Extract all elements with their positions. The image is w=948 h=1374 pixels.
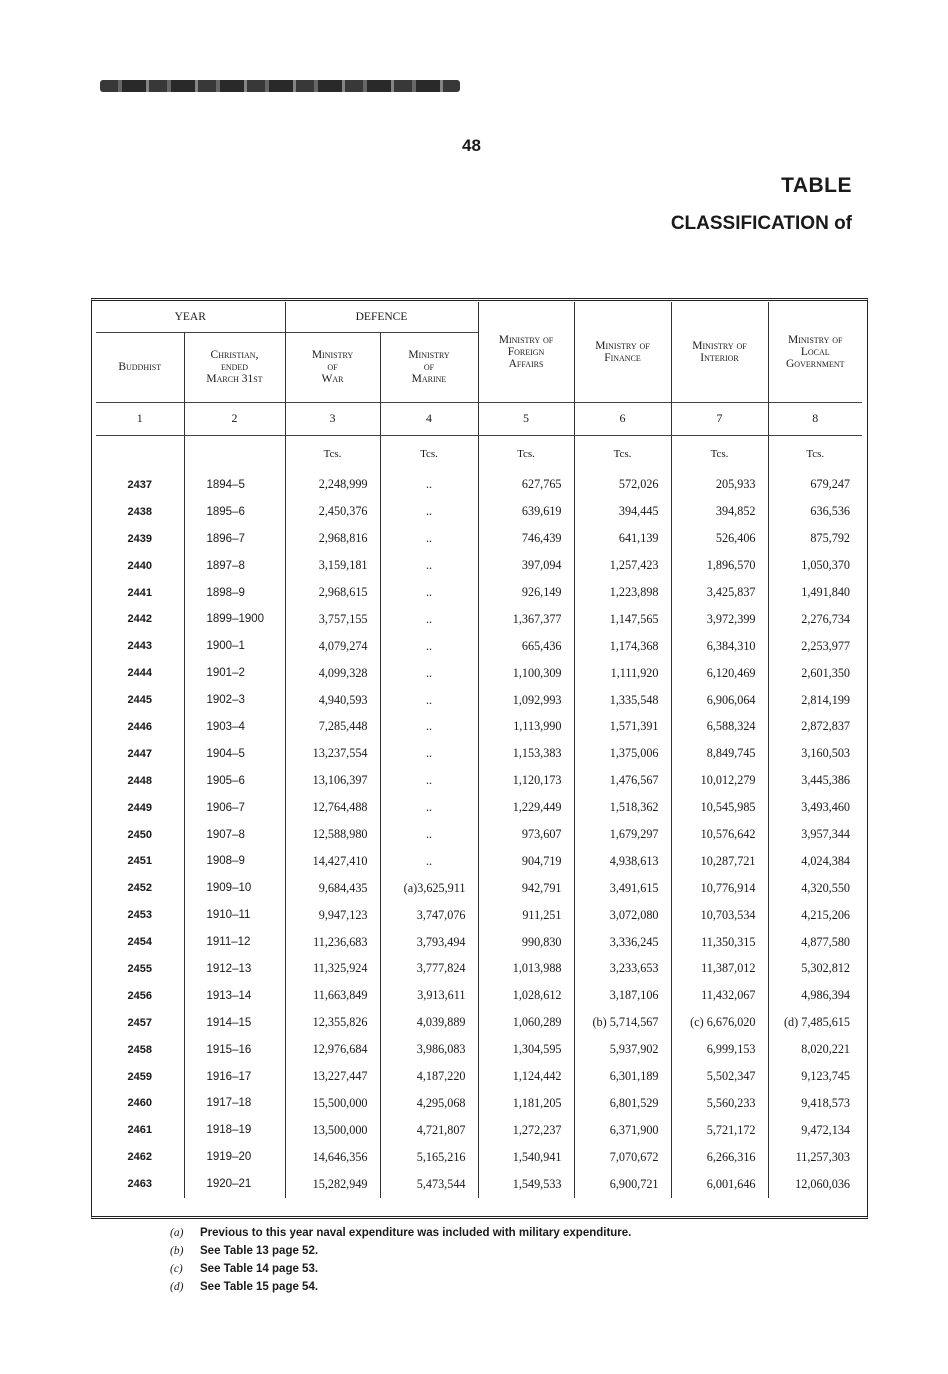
buddhist-year-cell: 2440 [96, 552, 184, 579]
buddhist-year-cell: 2446 [96, 714, 184, 741]
table-row [96, 982, 862, 1009]
table-row [96, 579, 862, 606]
local-government-cell: 4,215,206 [801, 907, 850, 922]
war-cell: 9,684,435 [285, 875, 380, 902]
local-government-cell: 679,247 [810, 477, 850, 492]
defence-group-header: DEFENCE [285, 302, 478, 332]
war-cell: 12,764,488 [285, 794, 380, 821]
war-cell: 11,236,683 [285, 929, 380, 956]
interior-cell: 10,012,279 [671, 767, 768, 794]
finance-cell: 1,679,297 [574, 821, 671, 848]
war-cell: 4,079,274 [285, 633, 380, 660]
local-government-cell: 8,020,221 [801, 1042, 850, 1057]
footnote [170, 1242, 631, 1260]
table-row [96, 794, 862, 821]
marine-cell: 3,793,494 [380, 929, 478, 956]
christian-year-cell: 1901–2 [184, 660, 285, 687]
christian-year-cell: 1906–7 [184, 794, 285, 821]
table-row [96, 498, 862, 525]
table-row [96, 1063, 862, 1090]
christian-year-cell: 1915–16 [184, 1036, 285, 1063]
war-cell: 2,968,615 [285, 579, 380, 606]
finance-cell: 3,336,245 [574, 929, 671, 956]
interior-cell: 10,545,985 [671, 794, 768, 821]
interior-cell: 3,425,837 [671, 579, 768, 606]
marine-cell: .. [380, 794, 478, 821]
buddhist-year-cell: 2455 [96, 956, 184, 983]
marine-cell: .. [380, 525, 478, 552]
buddhist-year-cell: 2454 [96, 929, 184, 956]
foreign-affairs-cell: 973,607 [478, 821, 574, 848]
footnote-flag: (b) [170, 1245, 184, 1257]
unit-label: Tcs. [671, 435, 768, 472]
marine-cell: 5,165,216 [380, 1144, 478, 1171]
local-government-cell: 9,418,573 [801, 1095, 850, 1110]
buddhist-year-cell: 2459 [96, 1063, 184, 1090]
marine-cell: .. [380, 472, 478, 499]
footnote-text: See Table 14 page 53. [200, 1263, 319, 1275]
footnote [170, 1224, 631, 1242]
finance-cell: 1,571,391 [574, 714, 671, 741]
marine-cell: .. [380, 498, 478, 525]
christian-year-cell: 1919–20 [184, 1144, 285, 1171]
marine-cell: .. [380, 552, 478, 579]
finance-cell: (b) 5,714,567 [574, 1009, 671, 1036]
buddhist-year-cell: 2453 [96, 902, 184, 929]
table-row [96, 525, 862, 552]
table-row [96, 902, 862, 929]
marine-cell: .. [380, 633, 478, 660]
war-cell: 12,588,980 [285, 821, 380, 848]
finance-cell: 1,174,368 [574, 633, 671, 660]
foreign-affairs-cell: 1,100,309 [478, 660, 574, 687]
local-government-cell: 636,536 [810, 504, 850, 519]
buddhist-year-cell: 2458 [96, 1036, 184, 1063]
war-cell: 15,282,949 [285, 1171, 380, 1198]
unit-label: Tcs. [574, 435, 671, 472]
war-cell: 13,227,447 [285, 1063, 380, 1090]
christian-year-cell: 1902–3 [184, 687, 285, 714]
war-cell: 2,968,816 [285, 525, 380, 552]
buddhist-year-cell: 2448 [96, 767, 184, 794]
local-government-cell: 3,957,344 [801, 827, 850, 842]
table-row [96, 552, 862, 579]
christian-year-cell: 1916–17 [184, 1063, 285, 1090]
marine-header: Ministry of Marine [380, 332, 478, 402]
finance-cell: 1,375,006 [574, 740, 671, 767]
marine-cell: .. [380, 660, 478, 687]
foreign-affairs-cell: 1,028,612 [478, 982, 574, 1009]
foreign-affairs-cell: 1,153,383 [478, 740, 574, 767]
buddhist-year-cell: 2460 [96, 1090, 184, 1117]
table-row [96, 1117, 862, 1144]
interior-header: Ministry of Interior [671, 302, 768, 402]
christian-year-cell: 1920–21 [184, 1171, 285, 1198]
buddhist-year-cell: 2452 [96, 875, 184, 902]
christian-year-cell: 1907–8 [184, 821, 285, 848]
buddhist-year-cell: 2451 [96, 848, 184, 875]
local-government-cell: 3,160,503 [801, 746, 850, 761]
foreign-affairs-cell: 1,272,237 [478, 1117, 574, 1144]
marine-cell: .. [380, 687, 478, 714]
finance-cell: 6,301,189 [574, 1063, 671, 1090]
buddhist-year-cell: 2449 [96, 794, 184, 821]
marine-cell: (a)3,625,911 [380, 875, 478, 902]
war-cell: 2,450,376 [285, 498, 380, 525]
classification-heading: CLASSIFICATION of [670, 213, 852, 234]
interior-cell: 10,287,721 [671, 848, 768, 875]
marine-cell: .. [380, 714, 478, 741]
footnote-flag: (a) [170, 1227, 184, 1239]
buddhist-year-cell: 2457 [96, 1009, 184, 1036]
foreign-affairs-cell: 1,304,595 [478, 1036, 574, 1063]
marine-cell: 3,747,076 [380, 902, 478, 929]
war-cell: 9,947,123 [285, 902, 380, 929]
footnote-text: See Table 13 page 52. [200, 1245, 319, 1257]
war-header: Ministry of War [285, 332, 380, 402]
buddhist-year-cell: 2444 [96, 660, 184, 687]
christian-year-cell: 1912–13 [184, 956, 285, 983]
foreign-affairs-cell: 665,436 [478, 633, 574, 660]
foreign-affairs-cell: 1,060,289 [478, 1009, 574, 1036]
table-row [96, 472, 862, 499]
interior-cell: 10,776,914 [671, 875, 768, 902]
finance-cell: 1,111,920 [574, 660, 671, 687]
marine-cell: 4,187,220 [380, 1063, 478, 1090]
local-government-cell: 2,253,977 [801, 638, 850, 653]
marine-cell: 3,777,824 [380, 956, 478, 983]
war-cell: 3,757,155 [285, 606, 380, 633]
footnote-text: Previous to this year naval expenditure was included with military expenditure. [200, 1227, 632, 1239]
christian-year-cell: 1895–6 [184, 498, 285, 525]
war-cell: 4,940,593 [285, 687, 380, 714]
christian-year-cell: 1894–5 [184, 472, 285, 499]
table-row [96, 687, 862, 714]
expenditure-table [96, 302, 862, 1198]
marine-cell: .. [380, 606, 478, 633]
table-row [96, 1009, 862, 1036]
marine-cell: .. [380, 767, 478, 794]
foreign-affairs-cell: 1,229,449 [478, 794, 574, 821]
finance-header: Ministry of Finance [574, 302, 671, 402]
interior-cell: 5,721,172 [671, 1117, 768, 1144]
finance-cell: 4,938,613 [574, 848, 671, 875]
local-government-cell: 1,491,840 [801, 585, 850, 599]
finance-cell: 7,070,672 [574, 1144, 671, 1171]
local-government-cell: 2,814,199 [801, 692, 850, 707]
buddhist-year-header: Buddhist [96, 332, 184, 402]
foreign-affairs-header: Ministry of Foreign Affairs [478, 302, 574, 402]
table-row [96, 848, 862, 875]
marine-cell: 3,913,611 [380, 982, 478, 1009]
table-row [96, 1144, 862, 1171]
local-government-cell: 4,986,394 [801, 988, 850, 1003]
foreign-affairs-cell: 904,719 [478, 848, 574, 875]
christian-year-cell: 1898–9 [184, 579, 285, 606]
finance-cell: 1,257,423 [574, 552, 671, 579]
column-number: 7 [671, 402, 768, 435]
war-cell: 12,355,826 [285, 1009, 380, 1036]
column-number: 8 [768, 402, 862, 435]
christian-year-cell: 1910–11 [184, 902, 285, 929]
table-row [96, 821, 862, 848]
local-government-cell: 2,276,734 [801, 611, 850, 626]
buddhist-year-cell: 2441 [96, 579, 184, 606]
table-row [96, 606, 862, 633]
marine-cell: 4,295,068 [380, 1090, 478, 1117]
interior-cell: 394,852 [671, 498, 768, 525]
foreign-affairs-cell: 911,251 [478, 902, 574, 929]
footnotes [170, 1224, 631, 1296]
war-cell: 15,500,000 [285, 1090, 380, 1117]
war-cell: 3,159,181 [285, 552, 380, 579]
column-number: 6 [574, 402, 671, 435]
christian-year-cell: 1899–1900 [184, 606, 285, 633]
column-number: 4 [380, 402, 478, 435]
year-group-header: YEAR [96, 302, 285, 332]
christian-year-cell: 1913–14 [184, 982, 285, 1009]
local-government-cell: 3,493,460 [801, 800, 850, 815]
foreign-affairs-cell: 926,149 [478, 579, 574, 606]
finance-cell: 3,072,080 [574, 902, 671, 929]
foreign-affairs-cell: 746,439 [478, 525, 574, 552]
interior-cell: 3,972,399 [671, 606, 768, 633]
local-government-cell: 5,302,812 [801, 961, 850, 976]
christian-year-cell: 1905–6 [184, 767, 285, 794]
local-government-cell: (d) 7,485,615 [783, 1015, 850, 1030]
interior-cell: 5,502,347 [671, 1063, 768, 1090]
finance-cell: 572,026 [574, 472, 671, 499]
war-cell: 12,976,684 [285, 1036, 380, 1063]
foreign-affairs-cell: 1,092,993 [478, 687, 574, 714]
table-heading: TABLE [781, 174, 852, 197]
foreign-affairs-cell: 639,619 [478, 498, 574, 525]
marine-cell: .. [380, 740, 478, 767]
marine-cell: .. [380, 821, 478, 848]
finance-cell: 3,233,653 [574, 956, 671, 983]
marine-cell: .. [380, 579, 478, 606]
buddhist-year-cell: 2462 [96, 1144, 184, 1171]
foreign-affairs-cell: 1,013,988 [478, 956, 574, 983]
christian-year-cell: 1918–19 [184, 1117, 285, 1144]
christian-year-cell: 1909–10 [184, 875, 285, 902]
war-cell: 4,099,328 [285, 660, 380, 687]
war-cell: 13,237,554 [285, 740, 380, 767]
unit-label: Tcs. [806, 447, 825, 460]
interior-cell: 5,560,233 [671, 1090, 768, 1117]
finance-cell: 6,371,900 [574, 1117, 671, 1144]
buddhist-year-cell: 2437 [96, 472, 184, 499]
interior-cell: 11,387,012 [671, 956, 768, 983]
column-number: 3 [285, 402, 380, 435]
local-government-cell: 2,872,837 [801, 719, 850, 734]
christian-year-cell: 1896–7 [184, 525, 285, 552]
local-government-cell: 9,123,745 [801, 1069, 850, 1084]
finance-cell: 1,335,548 [574, 687, 671, 714]
foreign-affairs-cell: 1,120,173 [478, 767, 574, 794]
christian-year-cell: 1900–1 [184, 633, 285, 660]
foreign-affairs-cell: 1,181,205 [478, 1090, 574, 1117]
column-number: 5 [478, 402, 574, 435]
finance-cell: 1,147,565 [574, 606, 671, 633]
buddhist-year-cell: 2438 [96, 498, 184, 525]
unit-label: Tcs. [285, 435, 380, 472]
interior-cell: 6,999,153 [671, 1036, 768, 1063]
table-row [96, 740, 862, 767]
buddhist-year-cell: 2447 [96, 740, 184, 767]
interior-cell: 205,933 [671, 472, 768, 499]
christian-year-cell: 1917–18 [184, 1090, 285, 1117]
buddhist-year-cell: 2456 [96, 982, 184, 1009]
christian-year-cell: 1897–8 [184, 552, 285, 579]
local-government-cell: 875,792 [810, 531, 850, 546]
war-cell: 2,248,999 [285, 472, 380, 499]
foreign-affairs-cell: 1,113,990 [478, 714, 574, 741]
buddhist-year-cell: 2442 [96, 606, 184, 633]
buddhist-year-cell: 2463 [96, 1171, 184, 1198]
finance-cell: 1,476,567 [574, 767, 671, 794]
marine-cell: 4,721,807 [380, 1117, 478, 1144]
foreign-affairs-cell: 990,830 [478, 929, 574, 956]
interior-cell: 6,906,064 [671, 687, 768, 714]
buddhist-year-cell: 2450 [96, 821, 184, 848]
finance-cell: 3,187,106 [574, 982, 671, 1009]
interior-cell: 6,120,469 [671, 660, 768, 687]
christian-year-header: Christian, ended March 31st [184, 332, 285, 402]
foreign-affairs-cell: 1,540,941 [478, 1144, 574, 1171]
local-government-cell: 9,472,134 [801, 1122, 850, 1137]
table-row [96, 1171, 862, 1198]
local-government-cell: 1,050,370 [801, 558, 850, 573]
christian-year-cell: 1908–9 [184, 848, 285, 875]
interior-cell: (c) 6,676,020 [671, 1009, 768, 1036]
interior-cell: 10,576,642 [671, 821, 768, 848]
finance-cell: 1,518,362 [574, 794, 671, 821]
column-number: 2 [184, 402, 285, 435]
interior-cell: 8,849,745 [671, 740, 768, 767]
local-government-cell: 11,257,303 [795, 1149, 850, 1164]
war-cell: 11,663,849 [285, 982, 380, 1009]
marine-cell: .. [380, 848, 478, 875]
local-government-cell: 4,024,384 [801, 853, 850, 868]
war-cell: 14,646,356 [285, 1144, 380, 1171]
marine-cell: 5,473,544 [380, 1171, 478, 1198]
finance-cell: 1,223,898 [574, 579, 671, 606]
table-row [96, 1036, 862, 1063]
interior-cell: 6,588,324 [671, 714, 768, 741]
table-row [96, 1090, 862, 1117]
interior-cell: 11,350,315 [671, 929, 768, 956]
marine-cell: 4,039,889 [380, 1009, 478, 1036]
interior-cell: 11,432,067 [671, 982, 768, 1009]
footnote-flag: (d) [170, 1281, 184, 1293]
marine-cell: 3,986,083 [380, 1036, 478, 1063]
table-row [96, 660, 862, 687]
local-government-cell: 3,445,386 [801, 773, 850, 788]
footnote-text: See Table 15 page 54. [200, 1281, 319, 1293]
foreign-affairs-cell: 397,094 [478, 552, 574, 579]
finance-cell: 394,445 [574, 498, 671, 525]
foreign-affairs-cell: 1,367,377 [478, 606, 574, 633]
christian-year-cell: 1904–5 [184, 740, 285, 767]
buddhist-year-cell: 2439 [96, 525, 184, 552]
finance-cell: 6,801,529 [574, 1090, 671, 1117]
footnote [170, 1260, 631, 1278]
war-cell: 13,106,397 [285, 767, 380, 794]
unit-label: Tcs. [380, 435, 478, 472]
unit-label: Tcs. [478, 435, 574, 472]
local-government-header: Ministry of Local Government [785, 333, 845, 370]
christian-year-cell: 1911–12 [184, 929, 285, 956]
local-government-cell: 12,060,036 [795, 1176, 850, 1191]
war-cell: 14,427,410 [285, 848, 380, 875]
scanned-header-marking [100, 80, 460, 92]
foreign-affairs-cell: 1,124,442 [478, 1063, 574, 1090]
table-row [96, 633, 862, 660]
interior-cell: 6,266,316 [671, 1144, 768, 1171]
interior-cell: 6,001,646 [671, 1171, 768, 1198]
christian-year-cell: 1903–4 [184, 714, 285, 741]
local-government-cell: 4,877,580 [801, 934, 850, 949]
interior-cell: 526,406 [671, 525, 768, 552]
table-row [96, 875, 862, 902]
buddhist-year-cell: 2445 [96, 687, 184, 714]
interior-cell: 1,896,570 [671, 552, 768, 579]
interior-cell: 10,703,534 [671, 902, 768, 929]
finance-cell: 6,900,721 [574, 1171, 671, 1198]
footnote [170, 1278, 631, 1296]
footnote-flag: (c) [170, 1263, 183, 1275]
buddhist-year-cell: 2461 [96, 1117, 184, 1144]
finance-cell: 5,937,902 [574, 1036, 671, 1063]
table-row [96, 956, 862, 983]
foreign-affairs-cell: 627,765 [478, 472, 574, 499]
table-row [96, 767, 862, 794]
local-government-cell: 4,320,550 [801, 880, 850, 895]
table-body [96, 472, 862, 1198]
interior-cell: 6,384,310 [671, 633, 768, 660]
finance-cell: 641,139 [574, 525, 671, 552]
war-cell: 13,500,000 [285, 1117, 380, 1144]
war-cell: 11,325,924 [285, 956, 380, 983]
local-government-cell: 2,601,350 [801, 665, 850, 680]
christian-year-cell: 1914–15 [184, 1009, 285, 1036]
page-number: 48 [462, 136, 481, 155]
foreign-affairs-cell: 942,791 [478, 875, 574, 902]
war-cell: 7,285,448 [285, 714, 380, 741]
column-number: 1 [96, 402, 184, 435]
table-row [96, 714, 862, 741]
buddhist-year-cell: 2443 [96, 633, 184, 660]
table-row [96, 929, 862, 956]
finance-cell: 3,491,615 [574, 875, 671, 902]
foreign-affairs-cell: 1,549,533 [478, 1171, 574, 1198]
